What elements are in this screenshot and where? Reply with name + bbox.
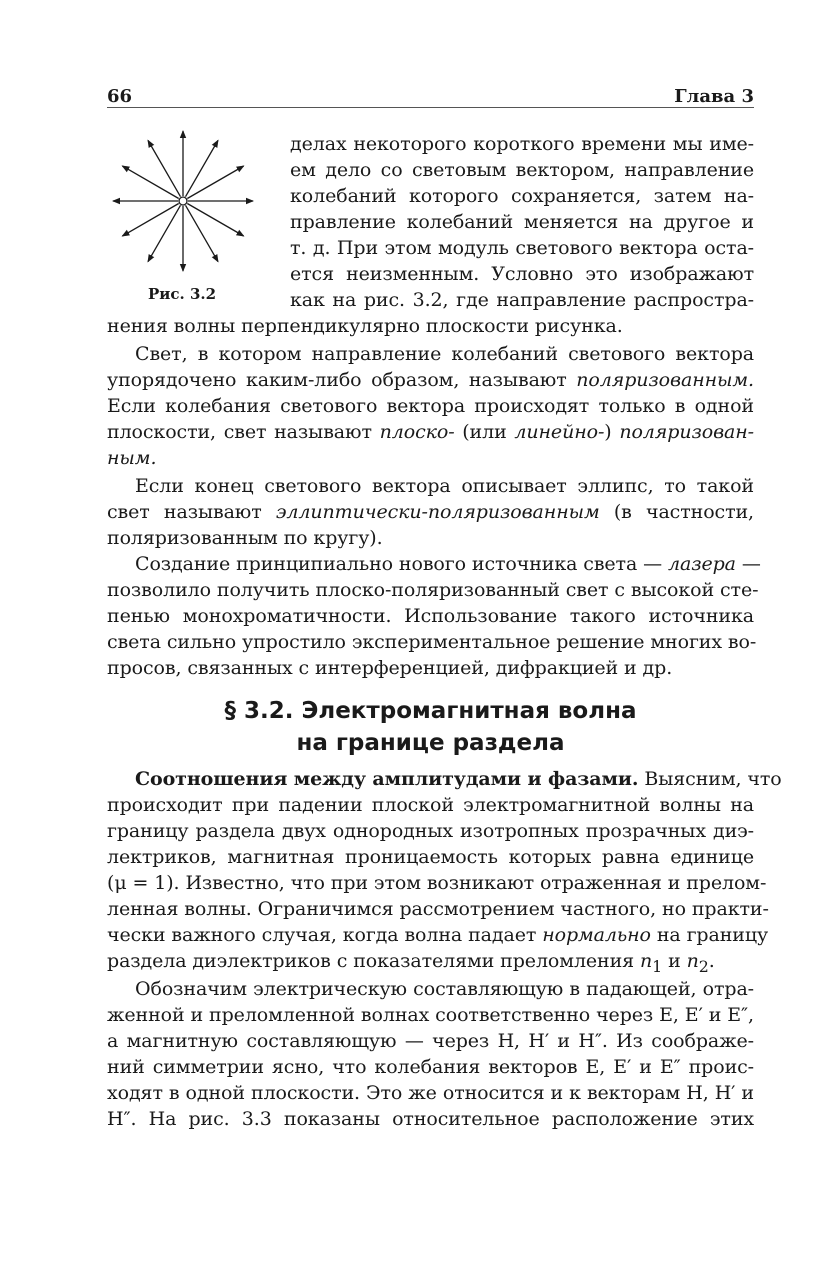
text-line: свет называют эллиптически-поляризованным (в частности, (107, 501, 754, 523)
text-line: нения волны перпендикулярно плоскости рисунка. (107, 315, 623, 337)
text-line: женной и преломленной волнах соответственно через E, E′ и E″, (107, 1004, 754, 1026)
arrow (186, 140, 219, 196)
text-line: ется неизменным. Условно это изображают (290, 263, 754, 285)
section-heading: на границе раздела (296, 730, 565, 756)
text-line: ходят в одной плоскости. Это же относится и к векторам H, H′ и (107, 1082, 754, 1104)
arrow (148, 140, 181, 196)
text-line: пенью монохроматичности. Использование такого источника (107, 605, 754, 627)
text-line: делах некоторого короткого времени мы име- (290, 133, 754, 155)
text-line: просов, связанных с интерференцией, дифракцией и др. (107, 657, 673, 679)
text-line: раздела диэлектриков с показателями преломления $n_1$ и $n_2$. (107, 950, 715, 976)
text-line: ленная волны. Ограничимся рассмотрением частного, но практи- (107, 898, 769, 920)
text-line: Обозначим электрическую составляющую в падающей, отра- (135, 978, 754, 1000)
run-in-heading: Соотношения между амплитудами и фазами. (135, 768, 639, 790)
text-line: Создание принципиально нового источника света — лазера — (135, 553, 761, 575)
text-line: происходит при падении плоской электромагнитной волны на (107, 794, 754, 816)
arrow (122, 166, 178, 199)
figure-caption: Рис. 3.2 (148, 285, 217, 303)
text-line: Если конец светового вектора описывает эллипс, то такой (135, 475, 754, 497)
text-line: позволило получить плоско-поляризованный свет с высокой сте- (107, 579, 759, 601)
section-heading: § 3.2. Электромагнитная волна (224, 698, 637, 724)
text-line: поляризованным по кругу). (107, 527, 383, 549)
arrow (148, 205, 181, 261)
text-line: как на рис. 3.2, где направление распростра- (290, 289, 754, 311)
arrow (122, 204, 178, 237)
text-line: ным. (107, 447, 157, 469)
term-normal: нормально (542, 924, 651, 946)
text-line: лектриков, магнитная проницаемость которых равна единице (107, 846, 754, 868)
text-line: ний симметрии ясно, что колебания векторов E, E′ и E″ проис- (107, 1056, 754, 1078)
text-line: Если колебания светового вектора происходят только в одной (107, 395, 754, 417)
term-polarized: поляризованным. (576, 369, 754, 391)
text-line: (μ = 1). Известно, что при этом возникают отраженная и прелом- (107, 872, 767, 894)
text-line: плоскости, свет называют плоско- (или линейно-) поляризован- (107, 421, 754, 443)
figure-3-2 (110, 128, 260, 318)
text-line: границу раздела двух однородных изотропных прозрачных диэ- (107, 820, 754, 842)
text-line: H″. На рис. 3.3 показаны относительное расположение этих (107, 1108, 754, 1130)
arrow (187, 166, 243, 199)
text-line: света сильно упростило экспериментальное решение многих во- (107, 631, 757, 653)
text-line: а магнитную составляющую — через H, H′ и H″. Из соображе- (107, 1030, 754, 1052)
text-line: колебаний которого сохраняется, затем на- (290, 185, 754, 207)
arrow (187, 204, 243, 237)
chapter-running-head: Глава 3 (674, 86, 754, 107)
radial-arrows-icon (110, 128, 260, 278)
term-elliptical: эллиптически-поляризованным (275, 501, 600, 523)
text-line: ем дело со световым вектором, направление (290, 159, 754, 181)
page-number: 66 (107, 86, 133, 107)
text-line: чески важного случая, когда волна падает нормально на границу (107, 924, 769, 946)
text-line: Соотношения между амплитудами и фазами. Выясним, что (135, 768, 782, 790)
text-line: Свет, в котором направление колебаний светового вектора (135, 343, 754, 365)
text-line: упорядочено каким-либо образом, называют поляризованным. (107, 369, 754, 391)
term-laser: лазера (667, 553, 736, 575)
arrow (186, 205, 219, 261)
text-line: правление колебаний меняется на другое и (290, 211, 754, 233)
header-rule (107, 107, 754, 108)
text-line: т. д. При этом модуль светового вектора оста- (290, 237, 754, 259)
